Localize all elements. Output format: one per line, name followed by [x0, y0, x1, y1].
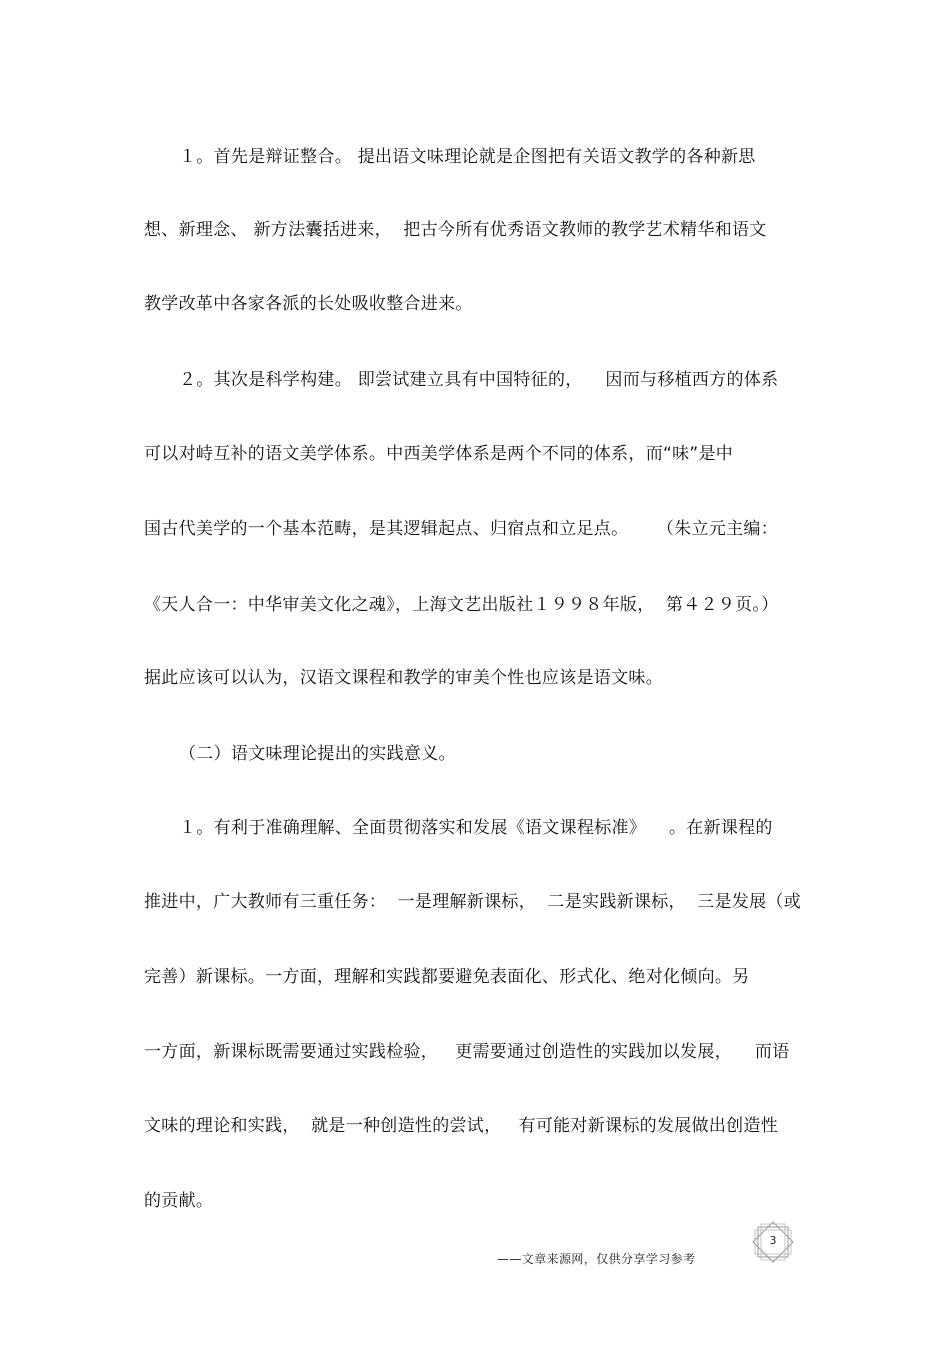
- paragraph-2-line-4: 《天人合一：中华审美文化之魂》，上海文艺出版社１９９８年版， 第４２９页。）: [144, 595, 779, 615]
- paragraph-2-line-2: 可以对峙互补的语文美学体系。中西美学体系是两个不同的体系，而“味”是中: [144, 444, 734, 464]
- paragraph-3-line-1: １。有利于准确理解、全面贯彻落实和发展《语文课程标准》 。在新课程的: [179, 818, 773, 838]
- paragraph-1-line-3: 教学改革中各家各派的长处吸收整合进来。: [144, 294, 473, 314]
- paragraph-3-line-2: 推进中，广大教师有三重任务： 一是理解新课标， 二是实践新课标， 三是发展（或: [144, 892, 802, 912]
- page-number: 3: [769, 1234, 777, 1247]
- paragraph-3-line-4: 一方面，新课标既需要通过实践检验， 更需要通过创造性的实践加以发展， 而语: [144, 1042, 790, 1062]
- page-number-badge: [748, 1219, 798, 1265]
- section-heading: （二）语文味理论提出的实践意义。: [179, 744, 456, 764]
- paragraph-1-line-2: 想、新理念、 新方法囊括进来， 把古今所有优秀语文教师的教学艺术精华和语文: [144, 220, 767, 240]
- paragraph-2-line-3: 国古代美学的一个基本范畴，是其逻辑起点、归宿点和立足点。 （朱立元主编：: [144, 519, 779, 539]
- footer-source-note: ——文章来源网，仅供分享学习参考: [497, 1252, 696, 1266]
- paragraph-1-line-1: １。首先是辩证整合。 提出语文味理论就是企图把有关语文教学的各种新思: [179, 147, 756, 167]
- paragraph-2-line-1: ２。其次是科学构建。 即尝试建立具有中国特征的， 因而与移植西方的体系: [179, 370, 779, 390]
- paragraph-3-line-3: 完善）新课标。一方面，理解和实践都要避免表面化、形式化、绝对化倾向。另: [144, 967, 750, 987]
- paragraph-2-line-5: 据此应该可以认为，汉语文课程和教学的审美个性也应该是语文味。: [144, 668, 663, 688]
- paragraph-3-line-6: 的贡献。: [144, 1191, 214, 1211]
- paragraph-3-line-5: 文味的理论和实践， 就是一种创造性的尝试， 有可能对新课标的发展做出创造性: [144, 1116, 779, 1136]
